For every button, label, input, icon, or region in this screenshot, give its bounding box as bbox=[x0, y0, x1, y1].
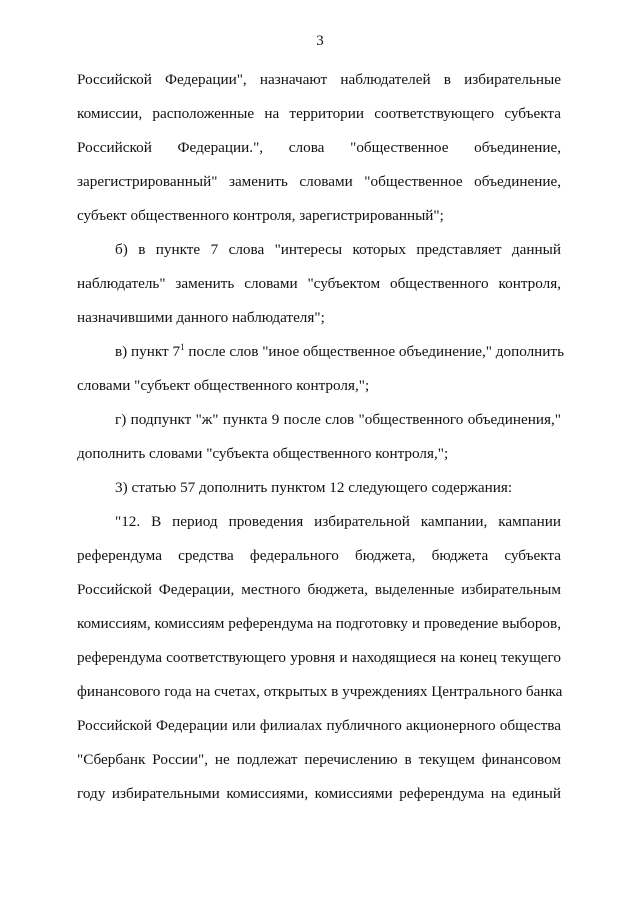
page-number: 3 bbox=[316, 33, 324, 49]
text-line: референдума средства федерального бюджета, бюджета субъекта bbox=[77, 547, 561, 564]
text-fragment: после слов "иное общественное объединение," дополнить bbox=[184, 343, 564, 360]
text-line: б) в пункте 7 слова "интересы которых представляет данный bbox=[115, 241, 561, 258]
text-line: словами "субъект общественного контроля,"; bbox=[77, 377, 370, 394]
text-line: Российской Федерации.", слова "общественное объединение, bbox=[77, 139, 561, 156]
text-line: наблюдатель" заменить словами "субъектом общественного контроля, bbox=[77, 275, 561, 292]
text-line: комиссиям, комиссиям референдума на подготовку и проведение выборов, bbox=[77, 615, 561, 632]
text-line: Российской Федерации, местного бюджета, выделенные избирательным bbox=[77, 581, 561, 598]
text-line: 3) статью 57 дополнить пунктом 12 следующего содержания: bbox=[115, 479, 513, 496]
text-line-with-superscript bbox=[115, 341, 564, 362]
text-line: назначившими данного наблюдателя"; bbox=[77, 309, 325, 326]
text-line: финансового года на счетах, открытых в учреждениях Центрального банка bbox=[77, 683, 563, 700]
text-line: г) подпункт "ж" пункта 9 после слов "общественного объединения," bbox=[115, 411, 561, 428]
text-line: дополнить словами "субъекта общественного контроля,"; bbox=[77, 445, 449, 462]
text-line: комиссии, расположенные на территории соответствующего субъекта bbox=[77, 105, 561, 122]
text-line: году избирательными комиссиями, комиссиями референдума на единый bbox=[77, 785, 561, 802]
text-fragment: в) пункт 7 bbox=[115, 343, 181, 360]
text-line: "Сбербанк России", не подлежат перечислению в текущем финансовом bbox=[77, 751, 561, 768]
text-line: Российской Федерации или филиалах публичного акционерного общества bbox=[77, 717, 561, 734]
text-line: референдума соответствующего уровня и находящиеся на конец текущего bbox=[77, 649, 561, 666]
text-line: субъект общественного контроля, зарегистрированный"; bbox=[77, 207, 444, 224]
text-line: Российской Федерации", назначают наблюдателей в избирательные bbox=[77, 71, 561, 88]
text-line: "12. В период проведения избирательной кампании, кампании bbox=[115, 513, 561, 530]
text-line: зарегистрированный" заменить словами "общественное объединение, bbox=[77, 173, 561, 190]
superscript: 1 bbox=[180, 341, 185, 352]
